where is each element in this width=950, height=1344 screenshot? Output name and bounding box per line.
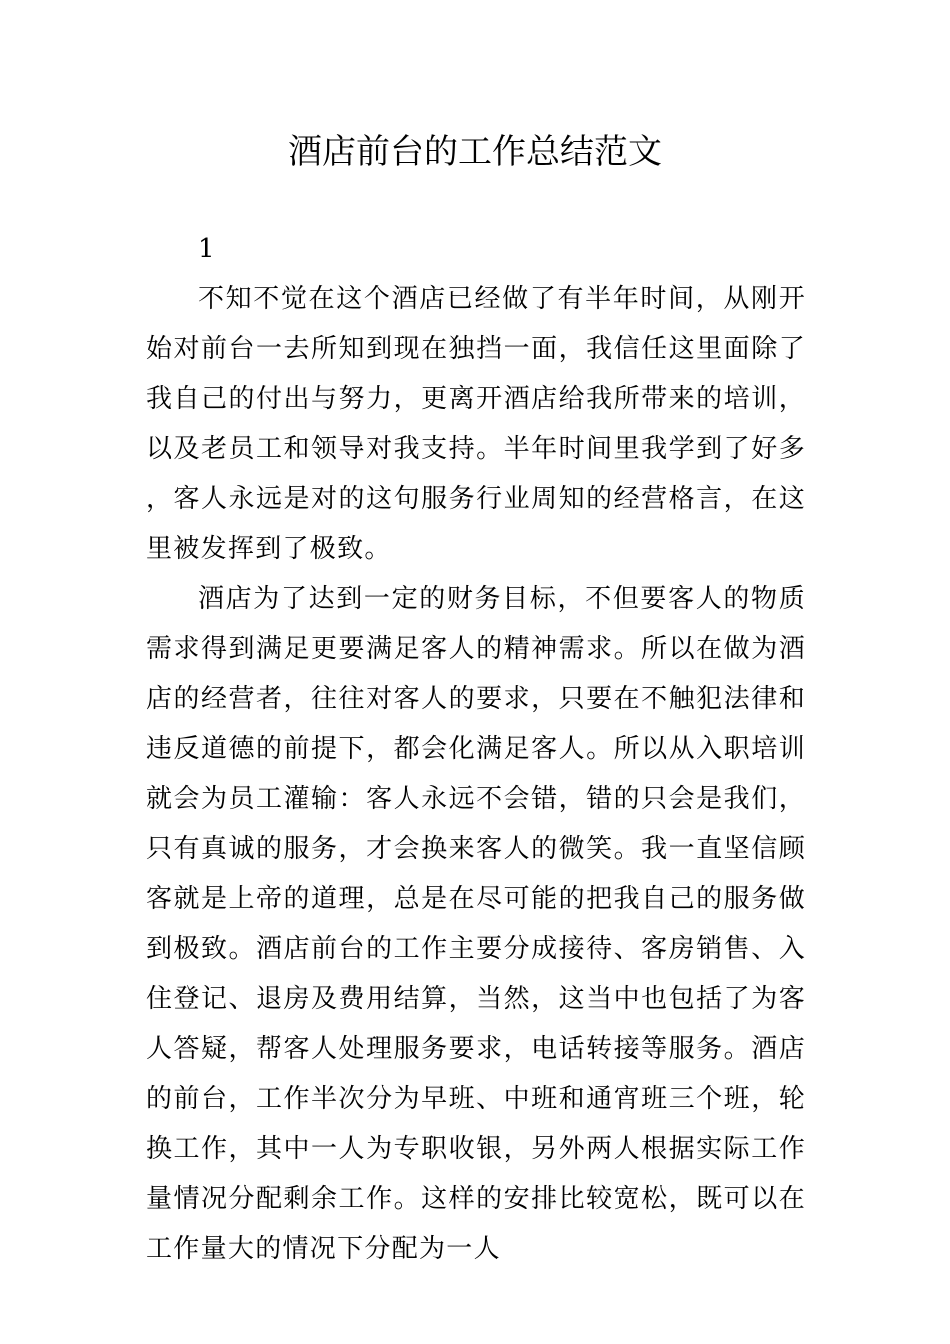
page-title: 酒店前台的工作总结范文	[288, 132, 662, 172]
section-number: 1	[198, 234, 215, 264]
paragraph: 不知不觉在这个酒店已经做了有半年时间，从刚开始对前台一去所知到现在独挡一面，我信任这里面除了我自己的付出与努力，更离开酒店给我所带来的培训，以及老员工和领导对我支持。半年时间里我学到了好多，客人永远是对的这句服务行业周知的经营格言，在这里被发挥到了极致。	[146, 284, 806, 564]
document-body	[146, 224, 806, 1274]
paragraph: 酒店为了达到一定的财务目标，不但要客人的物质需求得到满足更要满足客人的精神需求。所以在做为酒店的经营者，往往对客人的要求，只要在不触犯法律和违反道德的前提下，都会化满足客人。所以从入职培训就会为员工灌输：客人永远不会错，错的只会是我们，只有真诚的服务，才会换来客人的微笑。我一直坚信顾客就是上帝的道理，总是在尽可能的把我自己的服务做到极致。酒店前台的工作主要分成接待、客房销售、入住登记、退房及费用结算，当然，这当中也包括了为客人答疑，帮客人处理服务要求，电话转接等服务。酒店的前台，工作半次分为早班、中班和通宵班三个班，轮换工作，其中一人为专职收银，另外两人根据实际工作量情况分配剩余工作。这样的安排比较宽松，既可以在工作量大的情况下分配为一人	[146, 584, 806, 1264]
